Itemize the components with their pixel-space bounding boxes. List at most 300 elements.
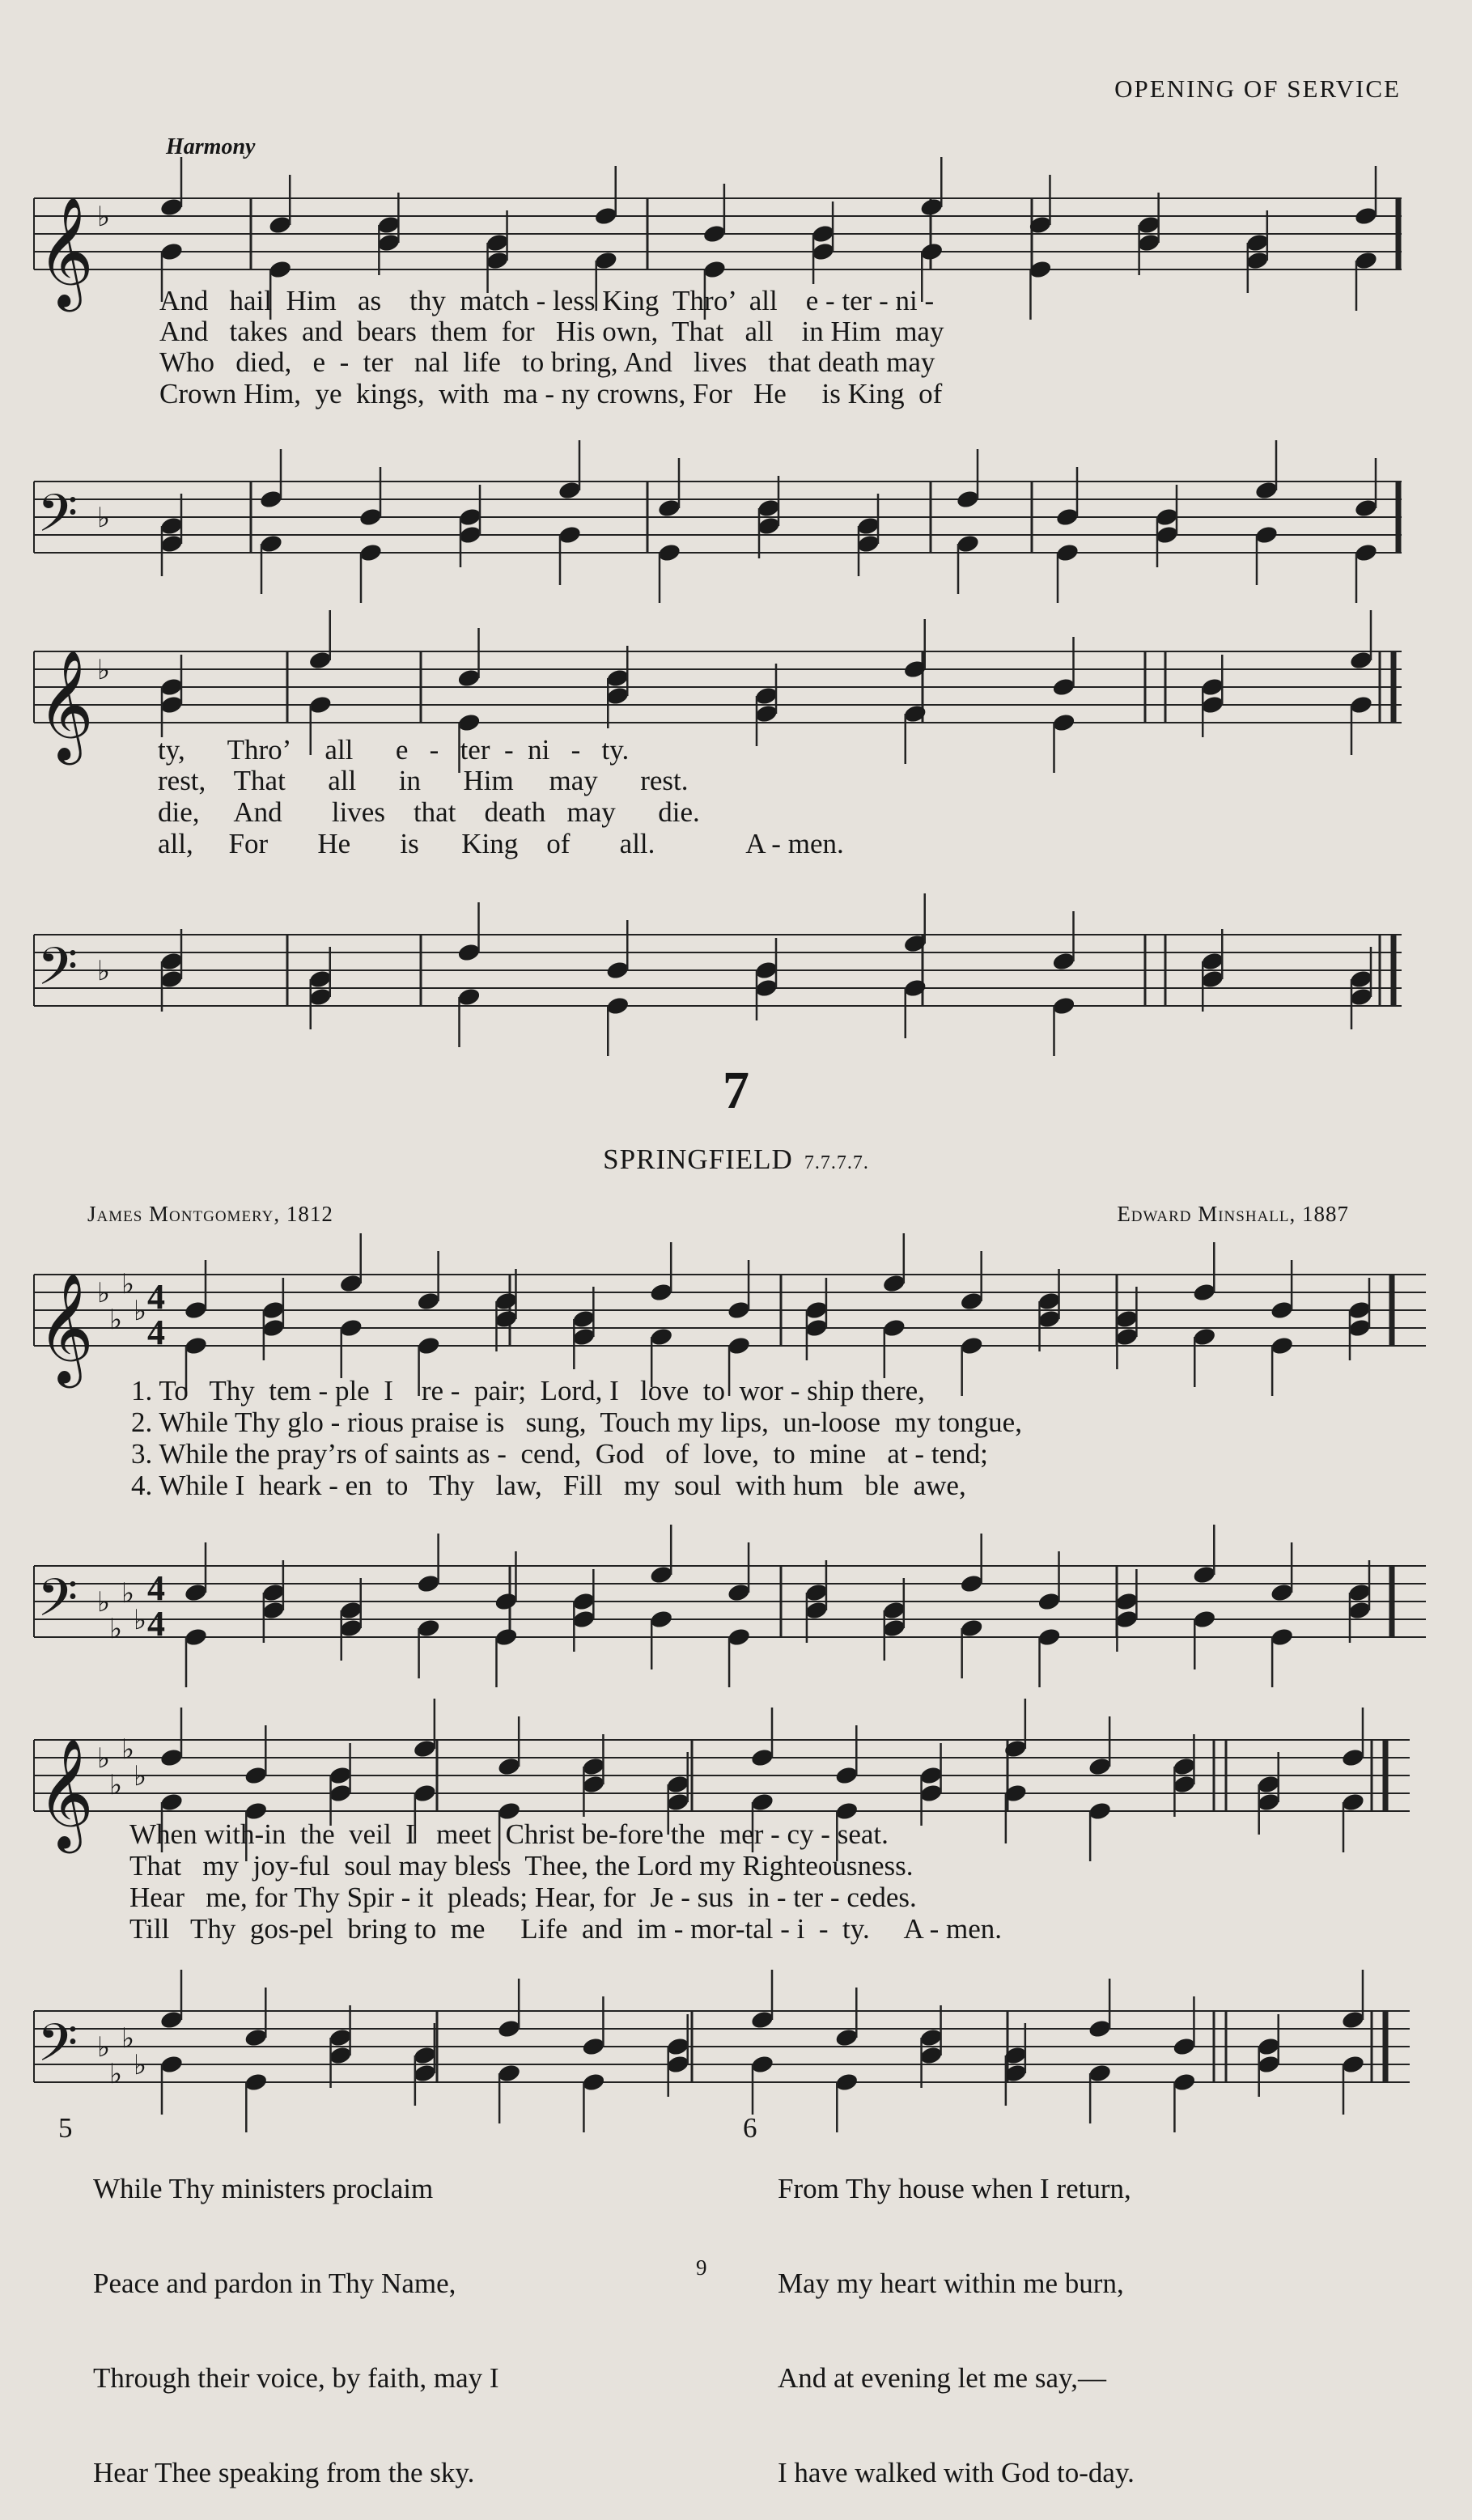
flat-icon: ♭ [97,1742,111,1775]
notehead [1088,2018,1113,2039]
notehead [804,1582,829,1603]
notehead [456,986,481,1008]
staff-lines [34,1740,1410,1811]
notehead [727,1627,752,1648]
notehead [804,1300,829,1321]
notehead [497,2018,522,2039]
lyrics-h7-s2-v4: Till Thy gos-pel bring to me Life and im - mor-tal - i - ty. A - men. [129,1913,1003,1945]
music-credit: Edward Minshall, 1887 [1117,1202,1349,1226]
notehead [458,507,483,528]
notehead [882,1618,907,1639]
notehead [959,1335,984,1356]
notehead [308,694,333,715]
notehead [413,1738,438,1759]
notehead [1256,1792,1281,1813]
treble-clef-icon: 𝄞 [37,648,94,760]
notehead [959,1573,984,1594]
staff-lines [34,2011,1410,2082]
notehead [1341,2009,1366,2030]
flat-icon: ♭ [121,1577,135,1610]
chord [1354,166,1379,311]
chord [416,1534,441,1678]
notehead [649,1326,674,1347]
chord [959,1534,984,1678]
notehead [1354,498,1379,519]
notehead [1349,969,1374,990]
notehead [159,533,185,554]
flat-icon: ♭ [109,1613,123,1645]
notehead [750,1792,775,1813]
notehead [1347,1300,1372,1321]
notehead [1114,1326,1139,1347]
notehead [649,1564,674,1585]
notehead [497,2063,522,2084]
chord [1349,610,1374,755]
notehead [558,480,583,501]
notehead [497,1756,522,1777]
chord [1192,1242,1217,1387]
chord [1270,1542,1295,1687]
notehead [1114,1591,1139,1612]
chord [338,1233,363,1378]
lyrics-h6-s2-v3: die, And lives that death may die. [158,796,700,828]
notehead [754,703,779,724]
notehead [581,1756,606,1777]
notehead [1192,1609,1217,1630]
lyrics-h7-s1-v2: 2. While Thy glo - rious praise is sung, Touch my lips, un-loose my tongue, [131,1406,1022,1438]
notehead [184,1300,209,1321]
verse5-number: 5 [58,2112,73,2144]
notehead [581,1774,606,1795]
lyrics-h6-s2-v4: all, For He is King of all. A - men. [158,828,844,859]
chord [956,449,981,594]
page-number: 9 [696,2255,707,2280]
notehead [918,2045,944,2066]
notehead [754,685,779,706]
flat-icon: ♭ [97,654,111,686]
notehead [159,677,185,698]
notehead [268,259,293,280]
notehead [1037,1291,1062,1312]
bass-clef-icon: 𝄢 [37,2013,78,2086]
notehead [159,241,185,262]
notehead [159,694,185,715]
lyrics-h6-s2-v2: rest, That all in Him may rest. [158,765,689,796]
notehead [727,1582,752,1603]
notehead [750,2009,775,2030]
notehead [1088,1756,1113,1777]
notehead [261,1300,286,1321]
notehead [657,542,682,563]
notehead [338,1317,363,1338]
words-credit: James Montgomery, 1812 [87,1202,333,1226]
tune-meter: 7.7.7.7. [804,1152,869,1173]
notehead [1341,1792,1366,1813]
notehead [244,2072,269,2093]
notehead [593,250,618,271]
section-header: OPENING OF SERVICE [1114,74,1401,103]
chord [727,1542,752,1687]
notehead [413,2063,438,2084]
notehead [959,1618,984,1639]
chord [497,1979,522,2123]
flat-icon: ♭ [121,1268,135,1300]
flat-icon: ♭ [97,1586,111,1618]
notehead [1341,1747,1366,1768]
notehead [261,1317,286,1338]
notehead [1136,232,1161,253]
flat-icon: ♭ [97,1277,111,1309]
notehead [1200,694,1225,715]
notehead [159,2054,185,2075]
notehead [754,978,779,999]
chord [882,1233,907,1378]
notehead [1088,1801,1113,1822]
notehead [1192,1326,1217,1347]
notehead [959,1291,984,1312]
staff-lines [34,482,1402,553]
notehead [834,2072,859,2093]
notehead [1114,1609,1139,1630]
chord [558,440,583,585]
notehead [757,498,782,519]
expression-mark: Harmony [166,134,256,159]
chord [1254,440,1279,585]
notehead [159,515,185,537]
notehead [1114,1309,1139,1330]
notehead [376,232,401,253]
chord [1051,911,1076,1056]
notehead [1155,524,1180,545]
notehead [649,1282,674,1303]
notehead [456,942,481,963]
chord [159,1970,185,2115]
notehead [605,685,630,706]
notehead [1155,507,1180,528]
chord [1256,2014,1281,2097]
notehead [750,1747,775,1768]
flat-icon: ♭ [134,1295,147,1327]
bass-staff-h6-s1 [0,453,1472,566]
notehead [1172,1756,1197,1777]
flat-icon: ♭ [109,1304,123,1336]
notehead [159,2009,185,2030]
verse5-line: While Thy ministers proclaim [93,2173,434,2204]
treble-staff-h7-s1 [0,1246,1472,1383]
notehead [605,960,630,981]
notehead [1192,1282,1217,1303]
chord [754,938,779,1020]
notehead [1192,1564,1217,1585]
flat-icon: ♭ [109,2058,123,2090]
notehead [159,197,185,218]
notehead [919,241,944,262]
notehead [1270,1300,1295,1321]
chord [328,1743,353,1826]
chord [1088,1716,1113,1861]
notehead [571,1609,596,1630]
flat-icon: ♭ [109,1769,123,1801]
chord [1114,1569,1139,1652]
flat-icon: ♭ [134,2049,147,2081]
notehead [416,1335,441,1356]
notehead [571,1326,596,1347]
notehead [1051,677,1076,698]
notehead [834,1765,859,1786]
notehead [1270,1582,1295,1603]
notehead [1256,2036,1281,2057]
flat-icon: ♭ [134,1604,147,1636]
notehead [416,1573,441,1594]
notehead [485,250,510,271]
notehead [1245,250,1271,271]
notehead [1051,951,1076,972]
notehead [184,1335,209,1356]
notehead [1051,995,1076,1016]
notehead [605,995,630,1016]
notehead [358,542,384,563]
chord [159,157,185,302]
treble-clef-icon: 𝄞 [37,1271,94,1383]
notehead [261,1582,286,1603]
flat-icon: ♭ [97,502,111,534]
bass-clef-icon: 𝄢 [37,937,78,1010]
notehead [159,1792,185,1813]
notehead [1088,2063,1113,2084]
notehead [757,515,782,537]
notehead [1354,250,1379,271]
notehead [856,515,881,537]
notehead [1254,480,1279,501]
lyrics-h7-s2-v3: Hear me, for Thy Spir - it pleads; Hear, for Je - sus in - ter - cedes. [129,1882,917,1913]
flat-icon: ♭ [121,1733,135,1766]
chord [918,1743,944,1826]
verse5-line: Through their voice, by faith, may I [93,2362,499,2394]
lyrics-h7-s1-v4: 4. While I heark - en to Thy law, Fill my soul with hum ble awe, [131,1470,966,1501]
notehead [1354,206,1379,227]
staff-lines [34,651,1402,723]
treble-clef-icon: 𝄞 [37,195,94,307]
notehead [882,1600,907,1621]
notehead [882,1317,907,1338]
lyrics-h6-s1-v1: And hail Him as thy match - less King Thro’ all e - ter - ni - [159,285,935,316]
verse5-line: Peace and pardon in Thy Name, [93,2268,456,2299]
chord [811,202,836,284]
notehead [184,1582,209,1603]
notehead [811,223,836,244]
notehead [1341,2054,1366,2075]
notehead [1051,712,1076,733]
notehead [413,1783,438,1804]
notehead [1055,507,1080,528]
notehead [328,1783,353,1804]
chord [1155,485,1180,567]
notehead [338,1618,363,1639]
staff-lines [34,935,1402,1006]
notehead [1245,232,1271,253]
bass-staff-h7-s1 [0,1538,1472,1651]
notehead [458,524,483,545]
chord [1347,1278,1372,1360]
chord [159,655,185,737]
lyrics-h7-s2-v1: When with-in the veil I meet Christ be-fore the mer - cy - seat. [129,1818,889,1850]
notehead [494,1627,519,1648]
notehead [308,650,333,671]
notehead [665,1774,690,1795]
notehead [1172,2072,1197,2093]
notehead [581,2036,606,2057]
verse6 [778,2110,1135,2520]
chord [1341,1708,1366,1852]
chord [804,1278,829,1360]
chord [259,449,284,594]
notehead [811,241,836,262]
notehead [665,1792,690,1813]
notehead [702,223,728,244]
notehead [956,489,981,510]
notehead [1200,677,1225,698]
time-signature-bottom: 4 [147,1313,165,1352]
notehead [804,1317,829,1338]
notehead [328,2045,353,2066]
lyrics-h6-s2-v1: ty, Thro’ all e - ter - ni - ty. [158,734,630,766]
lyrics-h7-s2-v2: That my joy-ful soul may bless Thee, the Lord my Righteousness. [129,1850,914,1882]
notehead [918,2027,944,2048]
notehead [244,1765,269,1786]
flat-icon: ♭ [134,1760,147,1792]
chord [657,458,682,603]
notehead [727,1300,752,1321]
chord [458,485,483,567]
chord [456,902,481,1047]
notehead [328,2027,353,2048]
notehead [727,1335,752,1356]
chord [959,1251,984,1396]
notehead [1172,1774,1197,1795]
notehead [244,2027,269,2048]
notehead [804,1600,829,1621]
staff-lines [34,1566,1426,1637]
notehead [261,1600,286,1621]
notehead [834,2027,859,2048]
time-signature-top: 4 [147,1568,165,1608]
notehead [456,712,481,733]
notehead [882,1273,907,1294]
verse6-line: From Thy house when I return, [778,2173,1131,2204]
notehead [649,1609,674,1630]
time-signature-bottom: 4 [147,1604,165,1644]
notehead [571,1309,596,1330]
notehead [456,668,481,689]
notehead [1256,1774,1281,1795]
chord [1088,1979,1113,2123]
notehead [1055,542,1080,563]
verse6-line: And at evening let me say,— [778,2362,1106,2394]
notehead [416,1291,441,1312]
notehead [918,1783,944,1804]
notehead [1354,542,1379,563]
hymn-number: 7 [723,1061,749,1120]
notehead [485,232,510,253]
notehead [919,197,944,218]
notehead [494,1591,519,1612]
notehead [308,986,333,1008]
chord [1354,458,1379,603]
verse6-line: I have walked with God to-day. [778,2457,1135,2488]
notehead [259,489,284,510]
notehead [1347,1317,1372,1338]
notehead [665,2036,690,2057]
notehead [918,1765,944,1786]
time-signature-top: 4 [147,1277,165,1317]
notehead [1270,1627,1295,1648]
tune-name [0,1143,1472,1176]
treble-clef-icon: 𝄞 [37,1737,94,1848]
notehead [657,498,682,519]
bass-clef-icon: 𝄢 [37,484,78,557]
notehead [1349,694,1374,715]
chord [750,1970,775,2115]
notehead [416,1618,441,1639]
notehead [494,1291,519,1312]
notehead [750,2054,775,2075]
notehead [1172,2036,1197,2057]
notehead [159,951,185,972]
chord [261,1278,286,1360]
flat-icon: ♭ [97,955,111,987]
notehead [184,1627,209,1648]
notehead [605,668,630,689]
notehead [1347,1582,1372,1603]
notehead [702,259,728,280]
chord [665,2014,690,2097]
notehead [1254,524,1279,545]
notehead [593,206,618,227]
notehead [494,1309,519,1330]
notehead [665,2054,690,2075]
notehead [308,969,333,990]
notehead [1347,1600,1372,1621]
verse5 [93,2110,499,2520]
chord [571,1569,596,1652]
bass-staff-h6-s2 [0,906,1472,1020]
verse6-line: May my heart within me burn, [778,2268,1124,2299]
chord [649,1242,674,1387]
notehead [338,1600,363,1621]
chord [1341,1970,1366,2115]
notehead [1270,1335,1295,1356]
bass-clef-icon: 𝄢 [37,1568,78,1641]
notehead [413,2045,438,2066]
chord [1200,655,1225,737]
notehead [159,969,185,990]
notehead [1037,1591,1062,1612]
notehead [754,960,779,981]
notehead [376,214,401,235]
notehead [956,533,981,554]
flat-icon: ♭ [97,201,111,233]
notehead [571,1591,596,1612]
lyrics-h6-s1-v4: Crown Him, ye kings, with ma - ny crowns, For He is King of [159,378,943,409]
bass-staff-h7-s2 [0,1983,1472,2096]
notehead [328,1765,353,1786]
notehead [259,533,284,554]
notehead [268,214,293,235]
flat-icon: ♭ [121,2022,135,2055]
notehead [856,533,881,554]
lyrics-h7-s1-v3: 3. While the pray’rs of saints as - cend, God of love, to mine at - tend; [131,1438,988,1470]
tune-title: SPRINGFIELD [603,1143,793,1175]
